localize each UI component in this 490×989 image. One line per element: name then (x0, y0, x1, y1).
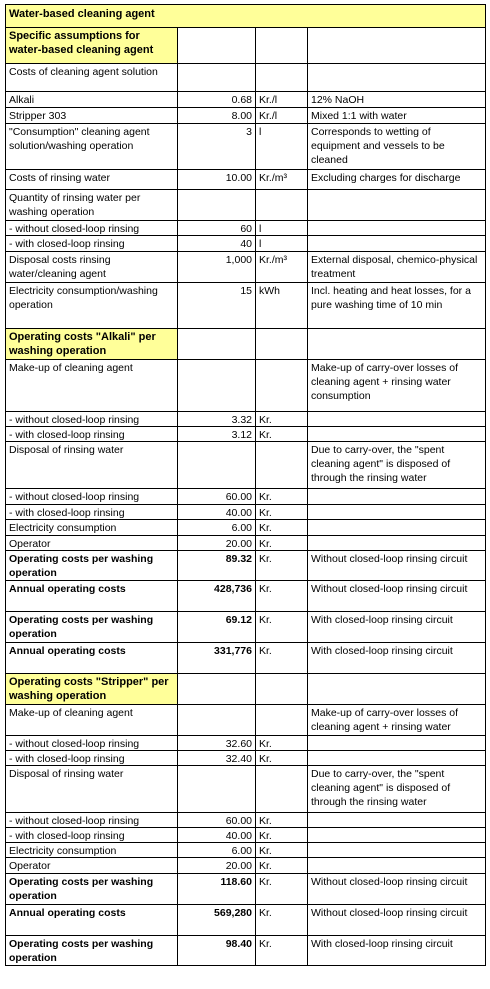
row-value: 0.68 (177, 92, 255, 107)
row-unit: kWh (255, 283, 307, 328)
row-unit: Kr. (255, 551, 307, 580)
row-label: Operating costs per washing operation (5, 936, 177, 965)
row-value: 32.40 (177, 751, 255, 765)
row-label: - without closed-loop rinsing (5, 221, 177, 235)
row-unit: Kr. (255, 874, 307, 904)
table-row (5, 736, 486, 751)
row-value (177, 360, 255, 411)
table-row (5, 751, 486, 766)
row-unit: l (255, 221, 307, 235)
row-label: - without closed-loop rinsing (5, 736, 177, 750)
table-row (5, 108, 486, 124)
row-label: Specific assumptions for water-based cleaning agent (5, 28, 177, 63)
row-label: Disposal costs rinsing water/cleaning agent (5, 252, 177, 282)
table-row (5, 190, 486, 221)
row-value (177, 329, 255, 359)
table-row (5, 412, 486, 427)
row-note (307, 813, 486, 827)
row-note (307, 536, 486, 550)
row-unit (255, 766, 307, 812)
table-row (5, 427, 486, 442)
row-unit: Kr./l (255, 108, 307, 123)
row-label: Annual operating costs (5, 905, 177, 935)
row-value: 1,000 (177, 252, 255, 282)
row-value: 60.00 (177, 813, 255, 827)
row-label: Operating costs per washing operation (5, 874, 177, 904)
table-row (5, 283, 486, 329)
row-label: - with closed-loop rinsing (5, 751, 177, 765)
row-note (307, 64, 486, 91)
row-unit: Kr./l (255, 92, 307, 107)
row-label: - with closed-loop rinsing (5, 828, 177, 842)
cost-table (5, 4, 486, 966)
row-value: 40.00 (177, 505, 255, 519)
table-row (5, 489, 486, 505)
row-label: - without closed-loop rinsing (5, 412, 177, 426)
row-value: 69.12 (177, 612, 255, 642)
row-note: Due to carry-over, the "spent cleaning agent" is disposed of through the rinsing water (307, 766, 486, 812)
row-value: 331,776 (177, 643, 255, 673)
row-note (307, 221, 486, 235)
row-label: Make-up of cleaning agent (5, 705, 177, 735)
table-row (5, 92, 486, 108)
row-note: Make-up of carry-over losses of cleaning agent + rinsing water (307, 705, 486, 735)
row-note: Without closed-loop rinsing circuit (307, 581, 486, 611)
row-value: 89.32 (177, 551, 255, 580)
row-label: Costs of cleaning agent solution (5, 64, 177, 91)
row-unit (255, 329, 307, 359)
row-note (307, 843, 486, 857)
row-label: Operator (5, 858, 177, 873)
row-note: With closed-loop rinsing circuit (307, 612, 486, 642)
table-row (5, 520, 486, 536)
row-label: - without closed-loop rinsing (5, 489, 177, 504)
row-value (177, 442, 255, 488)
row-label: - without closed-loop rinsing (5, 813, 177, 827)
row-note: Mixed 1:1 with water (307, 108, 486, 123)
row-note: Due to carry-over, the "spent cleaning agent" is disposed of through the rinsing water (307, 442, 486, 488)
table-row (5, 843, 486, 858)
row-value: 569,280 (177, 905, 255, 935)
table-row (5, 64, 486, 92)
row-unit: l (255, 124, 307, 169)
row-value: 20.00 (177, 858, 255, 873)
row-label: Annual operating costs (5, 643, 177, 673)
row-value (177, 674, 255, 704)
table-row (5, 505, 486, 520)
row-unit: Kr. (255, 612, 307, 642)
row-unit: Kr. (255, 828, 307, 842)
table-row (5, 766, 486, 813)
row-value: 10.00 (177, 170, 255, 189)
row-unit: Kr. (255, 427, 307, 441)
row-unit (255, 674, 307, 704)
row-unit (255, 64, 307, 91)
row-unit: Kr./m³ (255, 170, 307, 189)
row-value: 118.60 (177, 874, 255, 904)
row-value: 40.00 (177, 828, 255, 842)
row-note: Without closed-loop rinsing circuit (307, 551, 486, 580)
row-unit: Kr. (255, 905, 307, 935)
row-unit (255, 705, 307, 735)
row-note: Corresponds to wetting of equipment and vessels to be cleaned (307, 124, 486, 169)
row-unit: l (255, 236, 307, 251)
row-value: 60.00 (177, 489, 255, 504)
row-label: Make-up of cleaning agent (5, 360, 177, 411)
row-label: Stripper 303 (5, 108, 177, 123)
row-note: 12% NaOH (307, 92, 486, 107)
table-row (5, 905, 486, 936)
row-unit: Kr. (255, 412, 307, 426)
row-note (307, 28, 486, 63)
table-row (5, 612, 486, 643)
row-label: Annual operating costs (5, 581, 177, 611)
section-header-row (5, 329, 486, 360)
table-row (5, 643, 486, 674)
row-note: Make-up of carry-over losses of cleaning agent + rinsing water consumption (307, 360, 486, 411)
table-row (5, 813, 486, 828)
row-value: 98.40 (177, 936, 255, 965)
row-note (307, 190, 486, 220)
row-label: - with closed-loop rinsing (5, 236, 177, 251)
row-unit: Kr. (255, 858, 307, 873)
row-unit (255, 442, 307, 488)
table-row (5, 551, 486, 581)
table-row (5, 221, 486, 236)
row-note: With closed-loop rinsing circuit (307, 643, 486, 673)
row-unit: Kr. (255, 936, 307, 965)
row-unit: Kr. (255, 520, 307, 535)
row-label: Operating costs "Stripper" per washing operation (5, 674, 177, 704)
row-unit (255, 360, 307, 411)
row-unit: Kr. (255, 505, 307, 519)
row-unit: Kr./m³ (255, 252, 307, 282)
row-note (307, 858, 486, 873)
row-value (177, 766, 255, 812)
table-row (5, 442, 486, 489)
row-label: Operating costs "Alkali" per washing operation (5, 329, 177, 359)
table-row (5, 124, 486, 170)
table-row (5, 360, 486, 412)
row-value: 6.00 (177, 843, 255, 857)
table-row (5, 828, 486, 843)
row-note (307, 427, 486, 441)
row-value: 3.12 (177, 427, 255, 441)
row-value: 32.60 (177, 736, 255, 750)
row-label: Operator (5, 536, 177, 550)
row-label: - with closed-loop rinsing (5, 427, 177, 441)
row-unit: Kr. (255, 581, 307, 611)
row-unit: Kr. (255, 813, 307, 827)
row-value: 6.00 (177, 520, 255, 535)
row-unit: Kr. (255, 489, 307, 504)
row-note (307, 489, 486, 504)
row-label: "Consumption" cleaning agent solution/washing operation (5, 124, 177, 169)
row-value: 3 (177, 124, 255, 169)
table-title: Water-based cleaning agent (5, 5, 486, 27)
row-note: Excluding charges for discharge (307, 170, 486, 189)
row-unit: Kr. (255, 843, 307, 857)
table-row (5, 581, 486, 612)
table-row (5, 858, 486, 874)
row-note: With closed-loop rinsing circuit (307, 936, 486, 965)
row-value (177, 705, 255, 735)
table-row (5, 170, 486, 190)
row-note (307, 505, 486, 519)
table-row (5, 252, 486, 283)
table-row (5, 536, 486, 551)
table-row (5, 936, 486, 966)
row-unit: Kr. (255, 736, 307, 750)
table-title-row (5, 4, 486, 28)
row-note (307, 751, 486, 765)
table-body (5, 28, 486, 966)
row-value (177, 28, 255, 63)
row-value: 40 (177, 236, 255, 251)
row-value (177, 64, 255, 91)
section-header-row (5, 28, 486, 64)
table-row (5, 874, 486, 905)
row-unit (255, 190, 307, 220)
row-unit: Kr. (255, 536, 307, 550)
row-label: - with closed-loop rinsing (5, 505, 177, 519)
table-row (5, 236, 486, 252)
row-value: 3.32 (177, 412, 255, 426)
row-unit (255, 28, 307, 63)
row-value: 20.00 (177, 536, 255, 550)
row-note (307, 329, 486, 359)
row-note (307, 736, 486, 750)
row-note (307, 520, 486, 535)
row-label: Operating costs per washing operation (5, 612, 177, 642)
section-header-row (5, 674, 486, 705)
row-label: Costs of rinsing water (5, 170, 177, 189)
row-label: Electricity consumption (5, 520, 177, 535)
row-value: 15 (177, 283, 255, 328)
row-label: Electricity consumption (5, 843, 177, 857)
row-note: Without closed-loop rinsing circuit (307, 905, 486, 935)
row-note: Without closed-loop rinsing circuit (307, 874, 486, 904)
row-label: Disposal of rinsing water (5, 442, 177, 488)
row-note: External disposal, chemico-physical treatment (307, 252, 486, 282)
row-unit: Kr. (255, 643, 307, 673)
row-unit: Kr. (255, 751, 307, 765)
row-note (307, 828, 486, 842)
row-label: Quantity of rinsing water per washing operation (5, 190, 177, 220)
row-value: 8.00 (177, 108, 255, 123)
row-value (177, 190, 255, 220)
row-note (307, 674, 486, 704)
row-note (307, 236, 486, 251)
row-label: Alkali (5, 92, 177, 107)
row-value: 428,736 (177, 581, 255, 611)
row-value: 60 (177, 221, 255, 235)
row-label: Electricity consumption/washing operation (5, 283, 177, 328)
row-note: Incl. heating and heat losses, for a pure washing time of 10 min (307, 283, 486, 328)
row-label: Disposal of rinsing water (5, 766, 177, 812)
row-label: Operating costs per washing operation (5, 551, 177, 580)
row-note (307, 412, 486, 426)
table-row (5, 705, 486, 736)
